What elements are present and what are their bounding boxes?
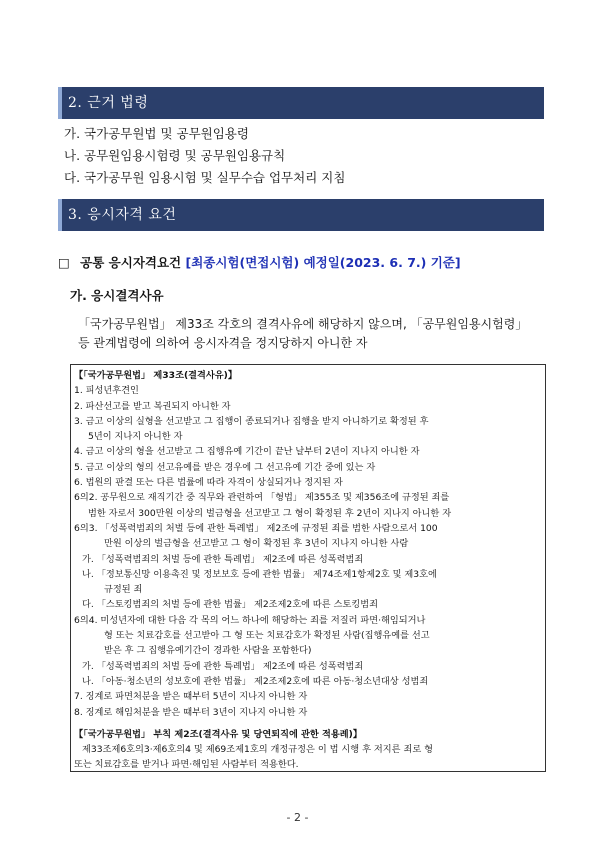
law-box-heading: 【「국가공무원법」 제33조(결격사유)】 [74, 370, 238, 381]
law-line: 6의4. 미성년자에 대한 다음 각 목의 어느 하나에 해당하는 죄를 저질러 파면·해임되거나 [74, 614, 426, 626]
law-line: 받은 후 그 집행유예기간이 경과한 사람을 포함한다) [104, 645, 312, 657]
section-3-title: 3. 응시자격 요건 [68, 207, 177, 223]
page-number: - 2 - [286, 811, 309, 824]
disqualification-paragraph [78, 315, 548, 353]
common-requirements-heading [58, 253, 461, 271]
law-box-addendum-heading: 【「국가공무원법」 부칙 제2조(결격사유 및 당연퇴직에 관한 적용례)】 [74, 728, 363, 740]
section-2-header [58, 87, 544, 119]
law-line: 가. 「성폭력범죄의 처벌 등에 관한 특례법」 제2조에 따른 성폭력범죄 [82, 553, 364, 565]
law-line: 또는 치료감호를 받거나 파면·해임된 사람부터 적용한다. [74, 759, 299, 771]
section-2-title: 2. 근거 법령 [68, 95, 149, 111]
paragraph-line: 「국가공무원법」 제33조 각호의 결격사유에 해당하지 않으며, 「공무원임용시험령」 [78, 317, 528, 331]
law-line: 다. 「스토킹범죄의 처벌 등에 관한 법률」 제2조제2호에 따른 스토킹범죄 [82, 599, 378, 611]
law-excerpt-box [70, 364, 546, 772]
common-requirements-title: 공통 응시자격요건 [80, 255, 182, 270]
list-item: 가. 국가공무원법 및 공무원임용령 [64, 126, 249, 141]
law-line: 1. 피성년후견인 [74, 385, 139, 397]
list-item: 나. 공무원임용시험령 및 공무원임용규칙 [64, 148, 286, 163]
law-line: 제33조제6호의3·제6호의4 및 제69조제1호의 개정규정은 이 법 시행 후 저지른 죄로 형 [82, 744, 433, 756]
legal-basis-list [64, 123, 345, 189]
law-line: 4. 금고 이상의 형을 선고받고 그 집행유예 기간이 끝난 날부터 2년이 지나지 아니한 자 [74, 446, 420, 458]
law-line: 가. 「성폭력범죄의 처벌 등에 관한 특례법」 제2조에 따른 성폭력범죄 [82, 660, 364, 672]
law-line: 5. 금고 이상의 형의 선고유예를 받은 경우에 그 선고유예 기간 중에 있는 자 [74, 461, 376, 473]
law-line: 만원 이상의 벌금형을 선고받고 그 형이 확정된 후 3년이 지나지 아니한 사람 [104, 538, 409, 550]
law-line: 형 또는 치료감호를 선고받아 그 형 또는 치료감호가 확정된 사람(집행유예를 선고 [104, 630, 430, 642]
law-line: 6. 법원의 판결 또는 다른 법률에 따라 자격이 상실되거나 정지된 자 [74, 477, 343, 489]
paragraph-line: 등 관계법령에 의하여 응시자격을 정지당하지 아니한 자 [78, 336, 368, 350]
law-line: 7. 징계로 파면처분을 받은 때부터 5년이 지나지 아니한 자 [74, 691, 308, 703]
law-line: 3. 금고 이상의 실형을 선고받고 그 집행이 종료되거나 집행을 받지 아니하기로 확정된 후 [74, 415, 429, 427]
law-line: 나. 「아동·청소년의 성보호에 관한 법률」 제2조제2호에 따른 아동·청소년대상 성범죄 [82, 675, 429, 687]
law-line: 나. 「정보통신망 이용촉진 및 정보보호 등에 관한 법률」 제74조제1항제2호 및 제3호에 [82, 568, 437, 580]
law-line: 6의2. 공무원으로 재직기간 중 직무와 관련하여 「형법」 제355조 및 제356조에 규정된 죄를 [74, 492, 450, 504]
checkbox-square-icon: □ [58, 255, 70, 270]
law-line: 규정된 죄 [104, 584, 143, 596]
law-line: 범한 자로서 300만원 이상의 벌금형을 선고받고 그 형이 확정된 후 2년이 지나지 아니한 자 [88, 507, 452, 519]
law-line: 6의3. 「성폭력범죄의 처벌 등에 관한 특례법」 제2조에 규정된 죄를 범한 사람으로서 100 [74, 522, 438, 534]
disqualification-heading: 가. 응시결격사유 [70, 288, 164, 303]
list-item: 다. 국가공무원 임용시험 및 실무수습 업무처리 지침 [64, 170, 346, 185]
law-line: 8. 징계로 해임처분을 받은 때부터 3년이 지나지 아니한 자 [74, 706, 308, 718]
section-3-header [58, 199, 544, 231]
law-line: 2. 파산선고를 받고 복권되지 아니한 자 [74, 400, 231, 412]
exam-date-highlight: [최종시험(면접시험) 예정일(2023. 6. 7.) 기준] [185, 255, 461, 270]
law-box-spacer [74, 720, 540, 727]
law-line: 5년이 지나지 아니한 자 [88, 431, 183, 443]
